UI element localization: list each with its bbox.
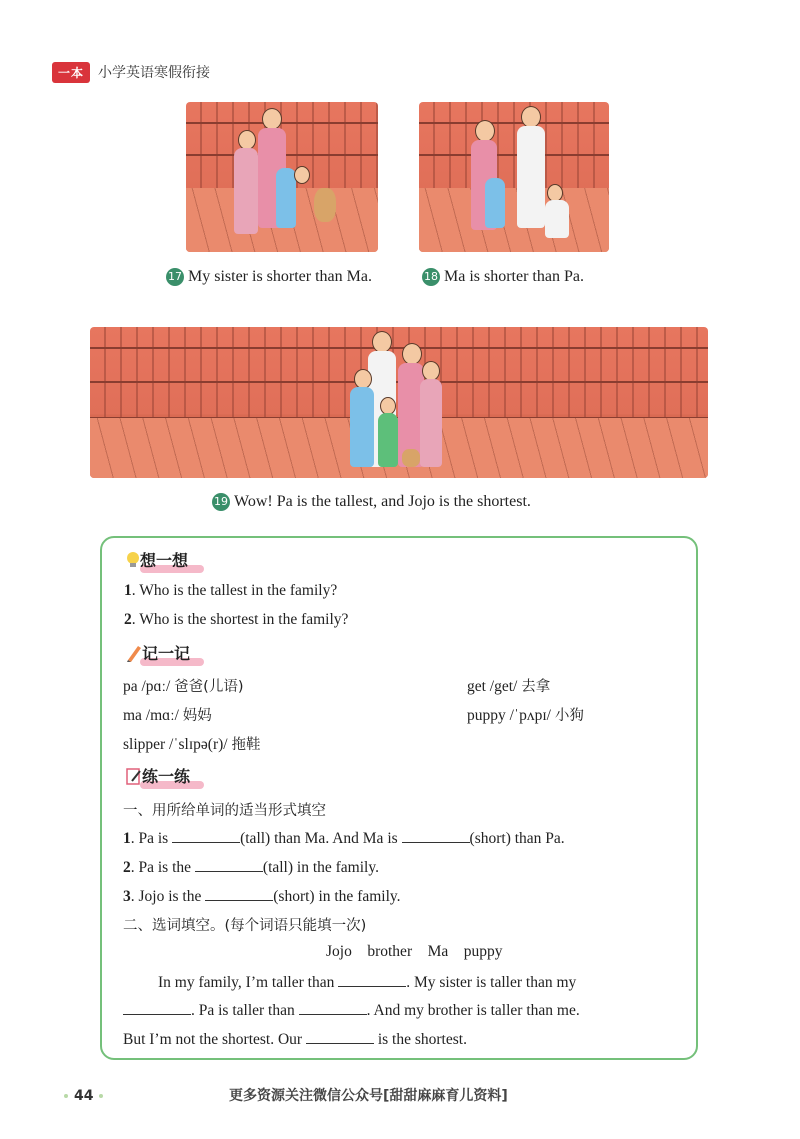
caption-text: Ma is shorter than Pa. <box>444 268 584 285</box>
caption-18 <box>422 268 584 286</box>
answer-blank[interactable] <box>306 1029 374 1044</box>
caption-text: My sister is shorter than Ma. <box>188 268 372 285</box>
answer-blank[interactable] <box>123 1000 191 1015</box>
footer-note: 更多资源关注微信公众号[甜甜麻麻育儿资料] <box>229 1088 508 1104</box>
word-bank: Jojo brother Ma puppy <box>326 943 503 960</box>
answer-blank[interactable] <box>338 972 406 987</box>
caption-19 <box>212 493 531 511</box>
exercise-1: 1. Pa is (tall) than Ma. And Ma is (short) than Pa. <box>123 830 565 847</box>
illustration-scene-18 <box>419 102 609 252</box>
section-think-title <box>126 548 188 571</box>
caption-number: 18 <box>422 268 440 286</box>
pencil-icon <box>126 644 142 662</box>
question-2: 2. Who is the shortest in the family? <box>124 611 349 628</box>
part1-heading: 一、用所给单词的适当形式填空 <box>123 803 326 819</box>
vocab-slipper: slipper /ˈslɪpə(r)/ 拖鞋 <box>123 736 261 753</box>
illustration-scene-19 <box>90 327 708 478</box>
passage-line-3: But I’m not the shortest. Our is the shortest. <box>123 1031 467 1048</box>
exercise-3: 3. Jojo is the (short) in the family. <box>123 888 401 905</box>
section-title-text: 想一想 <box>140 551 189 570</box>
caption-text: Wow! Pa is the tallest, and Jojo is the shortest. <box>234 493 531 510</box>
section-remember-title <box>126 641 190 664</box>
section-practice-title <box>126 764 190 787</box>
answer-blank[interactable] <box>402 828 470 843</box>
page-number: 44 <box>58 1088 109 1104</box>
answer-blank[interactable] <box>205 886 273 901</box>
answer-blank[interactable] <box>172 828 240 843</box>
page-header <box>52 62 210 82</box>
passage-line-2: . Pa is taller than . And my brother is taller than me. <box>123 1000 580 1020</box>
notebook-icon <box>126 767 142 785</box>
vocab-get: get /get/ 去拿 <box>467 678 551 695</box>
exercise-2: 2. Pa is the (tall) in the family. <box>123 859 379 876</box>
lightbulb-icon <box>126 551 140 569</box>
vocab-puppy: puppy /ˈpʌpɪ/ 小狗 <box>467 707 584 724</box>
answer-blank[interactable] <box>299 1000 367 1015</box>
section-title-text: 练一练 <box>142 767 191 786</box>
part2-heading: 二、选词填空。(每个词语只能填一次) <box>123 918 367 934</box>
book-title: 小学英语寒假衔接 <box>98 65 211 81</box>
brand-logo: 一本 <box>52 62 90 83</box>
caption-17 <box>166 268 372 286</box>
vocab-pa: pa /pɑː/ 爸爸(儿语) <box>123 678 244 695</box>
answer-blank[interactable] <box>195 857 263 872</box>
passage-line-1: In my family, I’m taller than . My sister is taller than my <box>158 974 577 991</box>
caption-number: 19 <box>212 493 230 511</box>
caption-number: 17 <box>166 268 184 286</box>
question-1: 1. Who is the tallest in the family? <box>124 582 338 599</box>
illustration-scene-17 <box>186 102 378 252</box>
section-title-text: 记一记 <box>142 644 191 663</box>
vocab-ma: ma /mɑː/ 妈妈 <box>123 707 212 724</box>
